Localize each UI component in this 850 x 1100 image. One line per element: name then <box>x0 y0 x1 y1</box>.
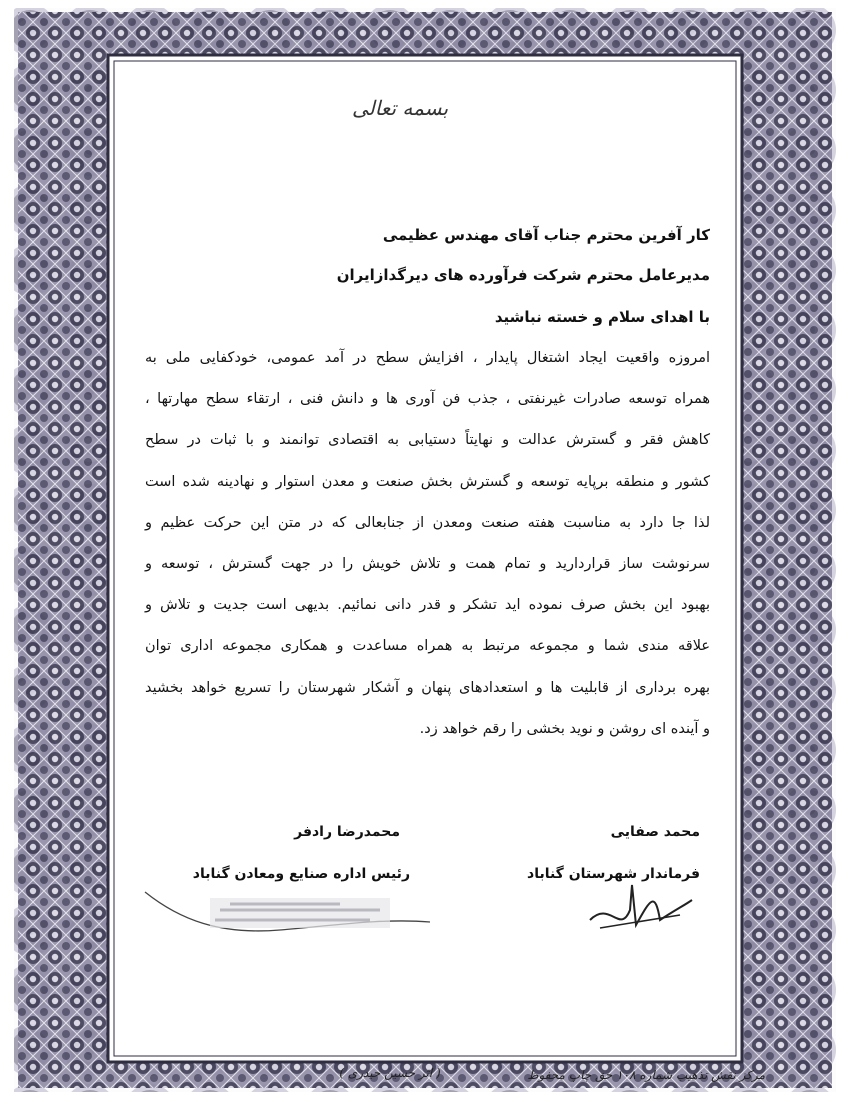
right-signature <box>580 880 700 950</box>
addressee-line-2: مدیرعامل محترم شرکت فرآورده های دیرگدازایران <box>336 266 710 284</box>
body-line: سرنوشت ساز قراردارید و تمام همت و تلاش خویش را در جهت گسترش ، توسعه و <box>145 556 710 572</box>
body-line: بهبود این بخش صرف نموده اید تشکر و قدر دانی نمائیم. بدیهی است جدیت و تلاش و <box>145 597 710 614</box>
body-line: همراه توسعه صادرات غیرنفتی ، جذب فن آوری ها و دانش فنی ، ارتقاء سطح مهارتها ، <box>145 391 710 408</box>
right-signer-title: فرماندار شهرستان گناباد <box>527 866 700 882</box>
artist-credit: ( اثر حسین حیدری ) <box>339 1066 441 1080</box>
left-signature <box>140 880 440 950</box>
body-line: علاقه مندی شما و مجموعه مرتبط به همراه مساعدت و همکاری مجموعه اداری توان <box>145 638 710 655</box>
left-signer-name: محمدرضا رادفر <box>294 824 400 840</box>
body-line: کاهش فقر و گسترش عدالت و نهایتاً دستیابی به اقتصادی توانمند و با ثبات در سطح <box>145 432 710 449</box>
addressee-line-1: کار آفرین محترم جناب آقای مهندس عظیمی <box>382 226 710 244</box>
right-signer-name: محمد صفایی <box>610 824 700 840</box>
body-line: لذا جا دارد به مناسبت هفته صنعت ومعدن از جنابعالی که در متن این حرکت عظیم و <box>145 514 710 531</box>
body-line: امروزه واقعیت ایجاد اشتغال پایدار ، افزایش سطح در آمد عمومی، خودکفایی ملی به <box>145 350 710 366</box>
body-line: بهره برداری از قابلیت ها و استعدادهای پنهان و آشکار شهرستان را تسریع خواهد بخشید <box>145 679 710 696</box>
greeting: با اهدای سلام و خسته نباشید <box>494 308 710 326</box>
body-line: و آینده ای روشن و نوید بخشی را رقم خواهد زد. <box>419 720 710 737</box>
left-signer-title: رئیس اداره صنایع ومعادن گناباد <box>192 866 410 882</box>
printer-credit: مرکز نقش تذهیب شماره ۱۰۸ حق چاپ محفوظ <box>527 1068 765 1082</box>
document-title: بسمه تعالی <box>351 96 449 120</box>
body-line: کشور و منطقه برپایه توسعه و گسترش بخش صنعت و معدن استوار و نهادینه شده است <box>145 473 710 490</box>
